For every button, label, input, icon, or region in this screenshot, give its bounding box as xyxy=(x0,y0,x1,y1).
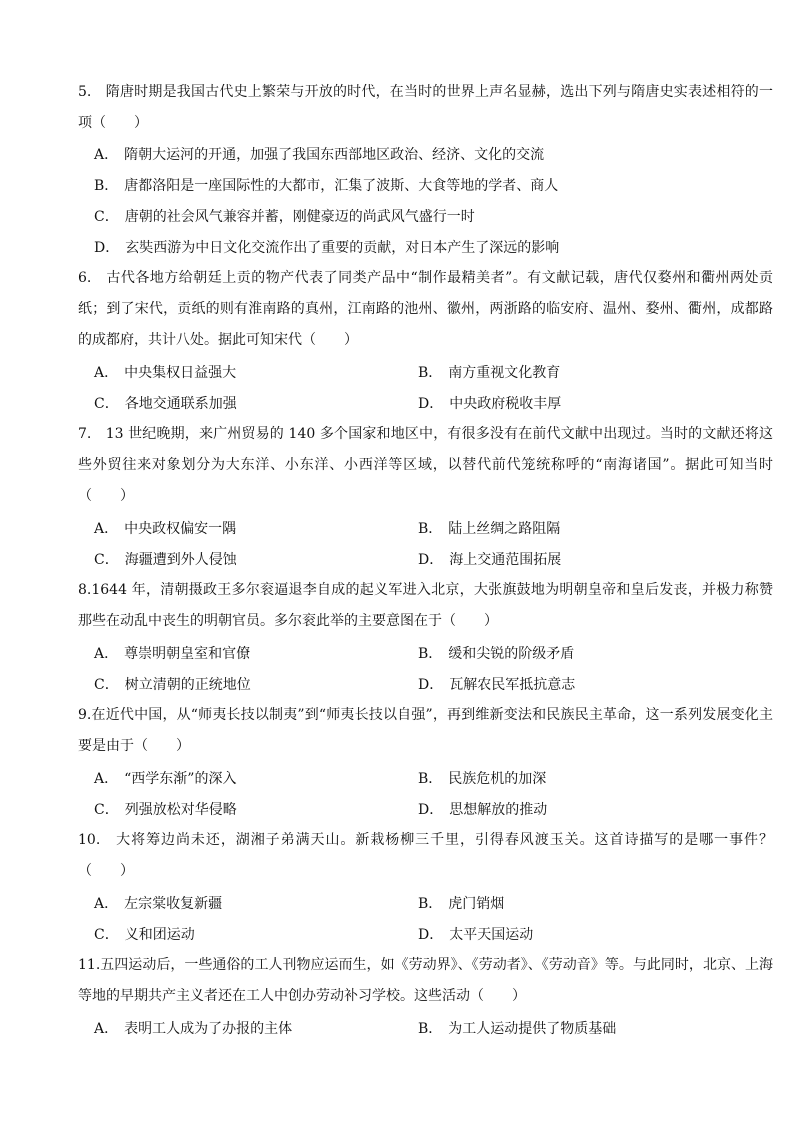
option-text: “西学东渐”的深入 xyxy=(124,771,237,787)
option-label: C． xyxy=(94,209,119,225)
question-stem xyxy=(78,263,773,356)
question-stem xyxy=(78,950,773,1012)
question-number: 5. xyxy=(78,84,92,100)
option-label: D． xyxy=(418,396,444,412)
question-8-option-a[interactable] xyxy=(94,644,250,664)
question-9 xyxy=(78,700,773,762)
option-text: 树立清朝的正统地位 xyxy=(124,677,251,693)
option-label: C． xyxy=(94,396,119,412)
option-label: B． xyxy=(418,771,443,787)
question-6-option-a[interactable] xyxy=(94,363,236,383)
question-stem xyxy=(78,575,773,637)
option-text: 列强放松对华侵略 xyxy=(124,802,237,818)
question-9-option-b[interactable] xyxy=(418,769,546,789)
option-label: A． xyxy=(94,1021,119,1037)
question-number: 8. xyxy=(78,582,92,598)
option-label: A． xyxy=(94,147,119,163)
question-11 xyxy=(78,950,773,1012)
question-number: 6. xyxy=(78,270,92,286)
question-7-option-a[interactable] xyxy=(94,519,236,539)
option-label: B． xyxy=(418,1021,443,1037)
question-number: 7. xyxy=(78,426,92,442)
option-text: 海疆遭到外人侵蚀 xyxy=(124,552,237,568)
question-9-option-c[interactable] xyxy=(94,800,237,820)
question-10-option-a[interactable] xyxy=(94,894,222,914)
question-stem xyxy=(78,77,773,139)
option-text: 陆上丝绸之路阻隔 xyxy=(448,521,561,537)
option-text: 中央集权日益强大 xyxy=(124,365,237,381)
question-text: 1644 年，清朝摄政王多尔衮逼退李自成的起义军进入北京，大张旗鼓地为明朝皇帝和皇后发丧，并极力称赞那些在动乱中丧生的明朝官员。多尔衮此举的主要意图在于（ ） xyxy=(78,582,773,629)
question-5-option-a[interactable] xyxy=(94,145,544,165)
option-label: C． xyxy=(94,552,119,568)
option-text: 左宗棠收复新疆 xyxy=(124,896,223,912)
option-label: D． xyxy=(418,677,444,693)
question-stem xyxy=(78,700,773,762)
option-text: 思想解放的推动 xyxy=(449,802,548,818)
question-5-option-d[interactable] xyxy=(94,238,559,258)
option-text: 南方重视文化教育 xyxy=(448,365,561,381)
option-label: B． xyxy=(418,896,443,912)
option-label: A． xyxy=(94,896,119,912)
question-stem xyxy=(78,419,773,512)
option-text: 唐朝的社会风气兼容并蓄，刚健豪迈的尚武风气盛行一时 xyxy=(124,209,475,225)
option-label: B． xyxy=(418,521,443,537)
question-5-option-c[interactable] xyxy=(94,207,475,227)
question-8-option-c[interactable] xyxy=(94,675,251,695)
option-label: B． xyxy=(418,646,443,662)
option-text: 民族危机的加深 xyxy=(448,771,547,787)
question-text: 五四运动后，一些通俗的工人刊物应运而生，如《劳动界》、《劳动者》、《劳动音》等。与此同时，北京、上海等地的早期共产主义者还在工人中创办劳动补习学校。这些活动（ ） xyxy=(78,957,773,1004)
option-text: 为工人运动提供了物质基础 xyxy=(448,1021,617,1037)
option-label: A． xyxy=(94,646,119,662)
option-label: C． xyxy=(94,677,119,693)
option-text: 中央政府税收丰厚 xyxy=(449,396,562,412)
question-10-option-c[interactable] xyxy=(94,925,195,945)
question-5 xyxy=(78,77,773,139)
option-text: 缓和尖锐的阶级矛盾 xyxy=(448,646,575,662)
option-text: 各地交通联系加强 xyxy=(124,396,237,412)
question-text: 13 世纪晚期，来广州贸易的 140 多个国家和地区中，有很多没有在前代文献中出现过。当时的文献还将这些外贸往来对象划分为大东洋、小东洋、小西洋等区域，以替代前代笼统称呼的“南海诸国”。据此可知当时（ ） xyxy=(78,426,774,504)
option-label: B． xyxy=(94,178,119,194)
question-8 xyxy=(78,575,773,637)
option-label: D． xyxy=(418,552,444,568)
option-text: 瓦解农民军抵抗意志 xyxy=(449,677,576,693)
question-9-option-d[interactable] xyxy=(418,800,547,820)
question-5-option-b[interactable] xyxy=(94,176,558,196)
question-10 xyxy=(78,825,773,887)
question-6-option-c[interactable] xyxy=(94,394,237,414)
question-6-option-b[interactable] xyxy=(418,363,560,383)
option-text: 尊崇明朝皇室和官僚 xyxy=(124,646,251,662)
option-label: C． xyxy=(94,927,119,943)
option-text: 太平天国运动 xyxy=(449,927,534,943)
question-text: 隋唐时期是我国古代史上繁荣与开放的时代，在当时的世界上声名显赫，选出下列与隋唐史实表述相符的一项（ ） xyxy=(78,84,774,131)
question-9-option-a[interactable] xyxy=(94,769,236,789)
question-7-option-b[interactable] xyxy=(418,519,560,539)
question-text: 古代各地方给朝廷上贡的物产代表了同类产品中“制作最精美者”。有文献记载，唐代仅婺州和衢州两处贡纸；到了宋代，贡纸的则有淮南路的真州，江南路的池州、徽州，两浙路的临安府、温州、婺州、衢州，成都路的成都府，共计八处。据此可知宋代（ ） xyxy=(78,270,774,348)
option-text: 唐都洛阳是一座国际性的大都市，汇集了波斯、大食等地的学者、商人 xyxy=(124,178,559,194)
option-label: C． xyxy=(94,802,119,818)
option-text: 义和团运动 xyxy=(124,927,195,943)
question-number: 10. xyxy=(78,832,101,848)
question-6-option-d[interactable] xyxy=(418,394,561,414)
option-text: 隋朝大运河的开通，加强了我国东西部地区政治、经济、文化的交流 xyxy=(124,147,545,163)
question-text: 在近代中国，从“师夷长技以制夷”到“师夷长技以自强”，再到维新变法和民族民主革命，这一系列发展变化主要是由于（ ） xyxy=(78,707,773,754)
option-label: B． xyxy=(418,365,443,381)
question-10-option-b[interactable] xyxy=(418,894,504,914)
question-10-option-d[interactable] xyxy=(418,925,533,945)
question-6 xyxy=(78,263,773,356)
option-label: D． xyxy=(418,802,444,818)
question-8-option-d[interactable] xyxy=(418,675,575,695)
option-text: 虎门销烟 xyxy=(448,896,505,912)
question-11-option-b[interactable] xyxy=(418,1019,616,1039)
question-11-option-a[interactable] xyxy=(94,1019,292,1039)
question-number: 9. xyxy=(78,707,92,723)
question-8-option-b[interactable] xyxy=(418,644,574,664)
option-label: A． xyxy=(94,771,119,787)
option-label: D． xyxy=(94,240,120,256)
option-label: A． xyxy=(94,365,119,381)
question-text: 大将筹边尚未还，湖湘子弟满天山。新栽杨柳三千里，引得春风渡玉关。这首诗描写的是哪一事件？（ ） xyxy=(78,832,774,879)
option-text: 表明工人成为了办报的主体 xyxy=(124,1021,293,1037)
option-text: 中央政权偏安一隅 xyxy=(124,521,237,537)
option-label: A． xyxy=(94,521,119,537)
question-7-option-c[interactable] xyxy=(94,550,237,570)
question-stem xyxy=(78,825,773,887)
question-7-option-d[interactable] xyxy=(418,550,561,570)
question-number: 11. xyxy=(78,957,101,973)
question-7 xyxy=(78,419,773,512)
option-text: 玄奘西游为中日文化交流作出了重要的贡献，对日本产生了深远的影响 xyxy=(125,240,560,256)
option-label: D． xyxy=(418,927,444,943)
option-text: 海上交通范围拓展 xyxy=(449,552,562,568)
